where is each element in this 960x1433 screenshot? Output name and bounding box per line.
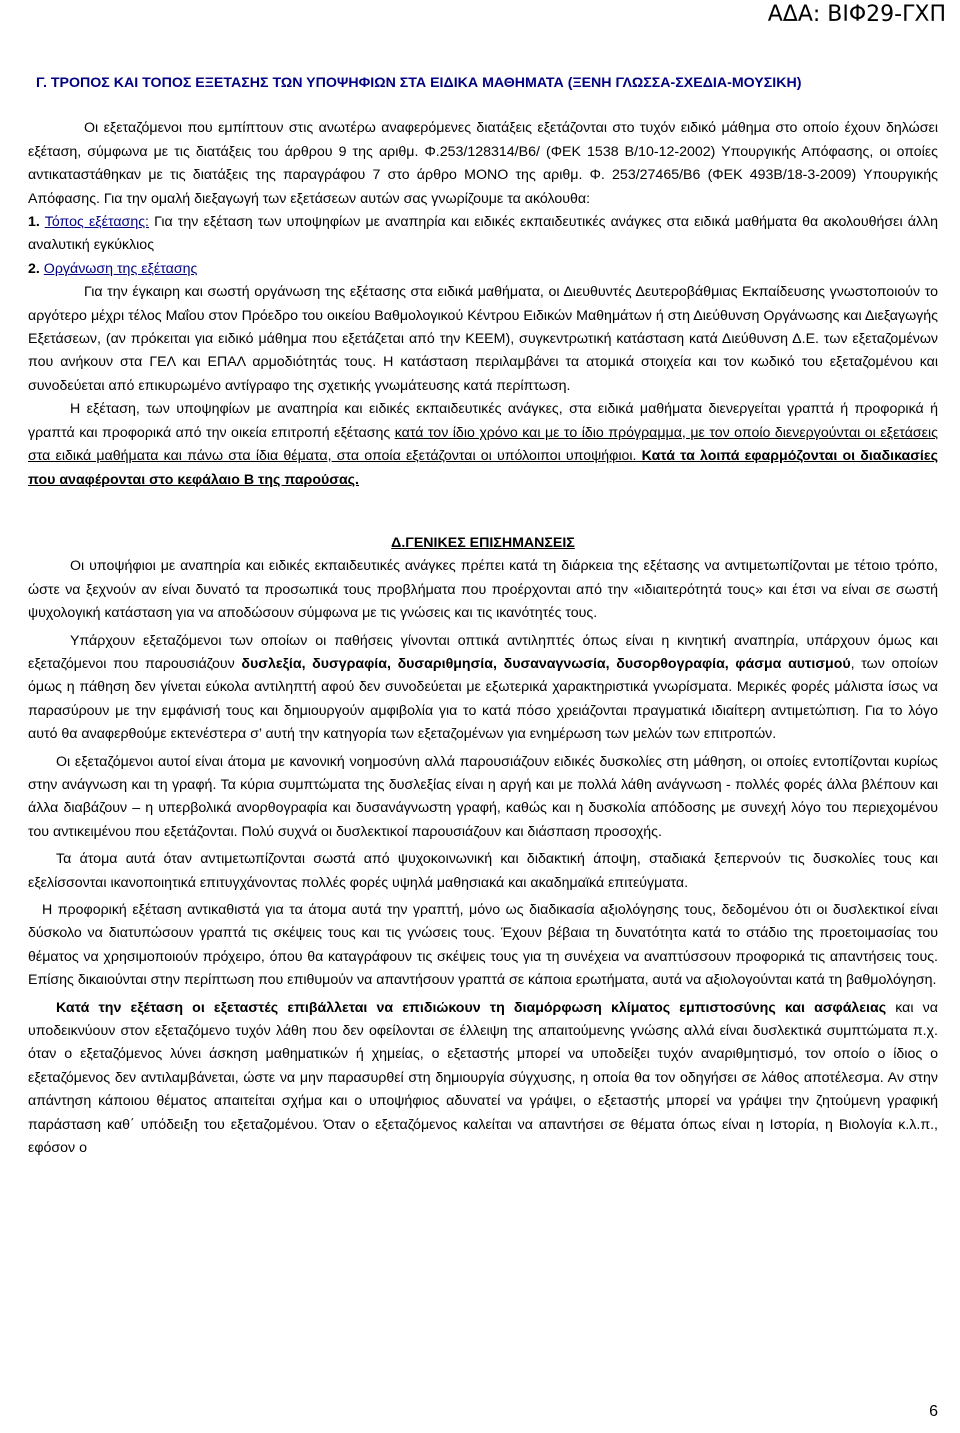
section-d-paragraph-6 [28, 997, 938, 1161]
paragraph-2-text-c: , των οποίων όμως η πάθηση δεν γίνεται εύκολα αντιληπτή αφού δεν συνοδεύεται με εξωτερικά χαρακτηριστικά γνωρίσματα. Μερικές φορές μάλιστα ίσως να παρασύρουν με την εμφάνισή τους και δημιουργούν αμφιβολία για το κατά πόσο χρειάζονται πραγματικά ιδιαίτερη αντιμετώπιση. Για το λόγο αυτό θα αναφερθούμε εκτενέστερα σ’ αυτή την κατηγορία των εξεταζομένων για ενημέρωση των μελών των επιτροπών. [28, 655, 939, 743]
page-number: 6 [929, 1403, 938, 1420]
paragraph-3-text: Η εξέταση, των υποψηφίων με αναπηρία και ειδικές εκπαιδευτικές ανάγκες, στα ειδικά μαθήματα διενεργείται γραπτά ή προφορικά ή γραπτά και προφορικά από την οικεία επιτροπή εξέτασης [28, 401, 938, 441]
section-d-paragraph-3: Οι εξεταζόμενοι αυτοί είναι άτομα με κανονική νοημοσύνη αλλά παρουσιάζουν ειδικές δυσκολίες στη μάθηση, οι οποίες εντοπίζονται κυρίως στην ανάγνωση και τη γραφή. Τα κύρια συμπτώματα της δυσλεξίας είναι η αργή και με πολλά λάθη ανάγνωση - πολλές φορές άλλα βλέπουν και άλλα διαβάζουν – η υπερβολικά ανορθογραφία και δυσανάγνωστη γραφή, καθώς και η δυσκολία απόδοσης με συνεχή λόγο του περιεχομένου του αντικειμένου που εξετάζονται. Πολύ συχνά οι δυσλεκτικοί παρουσιάζουν και διάσπαση προσοχής. [28, 753, 938, 840]
section-d-paragraph-2 [28, 630, 938, 747]
section-g-intro: Οι εξεταζόμενοι που εμπίπτουν στις ανωτέρω αναφερόμενες διατάξεις εξετάζονται στο τυχόν ειδικό μάθημα στο οποίο έχουν δηλώσει εξέταση, σύμφωνα με τις διατάξεις του άρθρου 9 της αριθμ. Φ.253/128314/Β6/ (ΦΕΚ 1538 Β/10-12-2002) Υπουργικής Απόφασης, οι οποίες αντικαταστάθηκαν με τις διατάξεις της παραγράφου 7 στο άρθρο ΜΟΝΟ της αριθμ. Φ. 253/27465/Β6 (ΦΕΚ 493Β/18-3-2009) Υπουργικής Απόφασης. Για την ομαλή διεξαγωγή των εξετάσεων αυτών σας γνωρίζουμε τα ακόλουθα: [28, 120, 938, 207]
section-d-paragraph-5: Η προφορική εξέταση αντικαθιστά για τα άτομα αυτά την γραπτή, μόνο ως διαδικασία αξιολόγησης τους, δεδομένου ότι οι δυσλεκτικοί είναι δύσκολο να διατυπώσουν γραπτά τις σκέψεις τους και τις γνώσεις τους. Έχουν βέβαια τη δυνατότητα κατά το στάδιο της προετοιμασίας του θέματος να χρησιμοποιούν πρόχειρο, όπου θα καταγράφουν τις σκέψεις τους για τη συνέχεια να αναπτύσσουν προφορικά τις απαντήσεις τους. Επίσης δικαιούνται στην περίπτωση που επιθυμούν να απαντήσουν γραπτά σε κάποια ερωτήματα, αυτά να αξιολογούνται κατά τη βαθμολόγηση. [28, 902, 938, 989]
paragraph-2-bold: δυσλεξία, δυσγραφία, δυσαριθμησία, δυσαναγνωσία, δυσορθογραφία, φάσμα αυτισμού [241, 655, 851, 672]
item-2-text: Για την έγκαιρη και σωστή οργάνωση της εξέτασης στα ειδικά μαθήματα, οι Διευθυντές Δευτεροβάθμιας Εκπαίδευσης γνωστοποιούν το αργότερο μέχρι τέλος Μαΐου στον Πρόεδρο του οικείου Βαθμολογικού Κέντρου Ειδικών Μαθημάτων ή στη Διεύθυνση Οργάνωσης και Διεξαγωγής Εξετάσεων, (αν πρόκειται για ειδικό μάθημα που εξετάζεται από την ΚΕΕΜ), συγκεντρωτική κατάσταση κατά Διεύθυνση Δ.Ε. των εξεταζομένων που ανήκουν στα ΓΕΛ και ΕΠΑΛ αρμοδιότητάς τους. Η κατάσταση περιλαμβάνει τα ατομικά στοιχεία και τον κωδικό του εξεταζομένου και συνοδεύεται από επικυρωμένο αντίγραφο της σχετικής γνωμάτευσης κατά περίπτωση. [28, 284, 938, 394]
paragraph-2-text-a: Υπάρχουν εξεταζόμενοι των οποίων οι παθήσεις γίνονται οπτικά αντιληπτές όπως είναι η κινητική αναπηρία, υπάρχουν όμως και εξεταζόμενοι που παρουσιάζουν [28, 632, 938, 672]
section-d-title: Δ.ΓΕΝΙΚΕΣ ΕΠΙΣΗΜΑΝΣΕΙΣ [391, 534, 575, 551]
item-1-label: Τόπος εξέτασης: [44, 214, 149, 231]
section-d-paragraph-1: Οι υποψήφιοι με αναπηρία και ειδικές εκπαιδευτικές ανάγκες πρέπει κατά τη διάρκεια της εξέτασης να αντιμετωπίζονται με τέτοιο τρόπο, ώστε να ξεχνούν αν είναι δυνατό τα προσωπικά τους προβλήματα που προέρχονται από την «ιδιαιτερότητά τους» και έτσι να είναι σε σωστή ψυχολογική κατάσταση για να αποδώσουν σύμφωνα με τις γνώσεις και τις ικανότητές τους. [28, 558, 938, 622]
item-2-label: Οργάνωση της εξέτασης [43, 260, 198, 277]
item-2-number: 2. [28, 260, 40, 277]
document-body [28, 72, 938, 1160]
item-1 [28, 211, 938, 258]
paragraph-3-underlined: κατά τον ίδιο χρόνο και με το ίδιο πρόγραμμα, με τον οποίο διενεργούνται οι εξετάσεις στα ειδικά μαθήματα και πάνω στα ίδια θέματα, στα οποία εξετάζονται οι υπόλοιποι υποψήφιοι. [28, 424, 938, 465]
item-1-text: Για την εξέταση των υποψηφίων με αναπηρία και ειδικές εκπαιδευτικές ανάγκες στα ειδικά μαθήματα θα ακολουθήσει άλλη αναλυτική εγκύκλιος [28, 214, 939, 254]
paragraph-6-bold: Κατά την εξέταση οι εξεταστές επιβάλλεται να επιδιώκουν τη διαμόρφωση κλίματος εμπιστοσύνης και ασφάλειας [56, 999, 887, 1016]
document-ada-code: ΑΔΑ: ΒΙΦ29-ΓΧΠ [767, 2, 946, 27]
paragraph-6-text: και να υποδεικνύουν στον εξεταζόμενο τυχόν λάθη που δεν οφείλονται σε έλλειψη της απαιτούμενης γνώσης αλλά είναι δυσλεκτικά συμπτώματα π.χ. όταν ο εξεταζόμενος λύνει άσκηση μαθηματικών ή χημείας, ο εξεταστής μπορεί να υποδείξει τυχόν αναριθμητισμό, τον οποίο ο ίδιος ο εξεταζόμενος δεν αντιλαμβάνεται, ώστε να μην παρασυρθεί στη δημιουργία σύγχυσης, η οποία θα τον οδηγήσει σε λάθος αποτέλεσμα. Αν στην απάντηση κάποιου θέματος απαιτείται σχήμα και ο υποψήφιος αδυνατεί να γράψει, ο εξεταστής μπορεί να γράψει την ζητούμενη γραφική παράσταση καθ΄ υπόδειξη του εξεταζομένου. Όταν ο εξεταζόμενος καλείται να απαντήσει σε θέματα όπως είναι η Ιστορία, η Βιολογία κ.λ.π., εφόσον ο [28, 999, 938, 1157]
item-2-heading [28, 258, 938, 281]
section-g-paragraph-3 [28, 398, 938, 492]
item-1-number: 1. [28, 214, 40, 231]
paragraph-3-bold: Κατά τα λοιπά εφαρμόζονται οι διαδικασίες που αναφέρονται στο κεφάλαιο Β της παρούσας. [28, 448, 938, 488]
section-d-paragraph-4: Τα άτομα αυτά όταν αντιμετωπίζονται σωστά από ψυχοκοινωνική και διδακτική άποψη, σταδιακά ξεπερνούν τις δυσκολίες τους και εξελίσσονται ικανοποιητικά επιτυγχάνοντας πολλές φορές υψηλά μαθησιακά και ακαδημαϊκά επιτεύγματα. [28, 851, 938, 891]
section-g-title: Γ. ΤΡΟΠΟΣ ΚΑΙ ΤΟΠΟΣ ΕΞΕΤΑΣΗΣ ΤΩΝ ΥΠΟΨΗΦΙΩΝ ΣΤΑ ΕΙΔΙΚΑ ΜΑΘΗΜΑΤΑ (ΞΕΝΗ ΓΛΩΣΣΑ-ΣΧΕΔΙΑ-ΜΟΥΣΙΚΗ) [36, 75, 802, 91]
